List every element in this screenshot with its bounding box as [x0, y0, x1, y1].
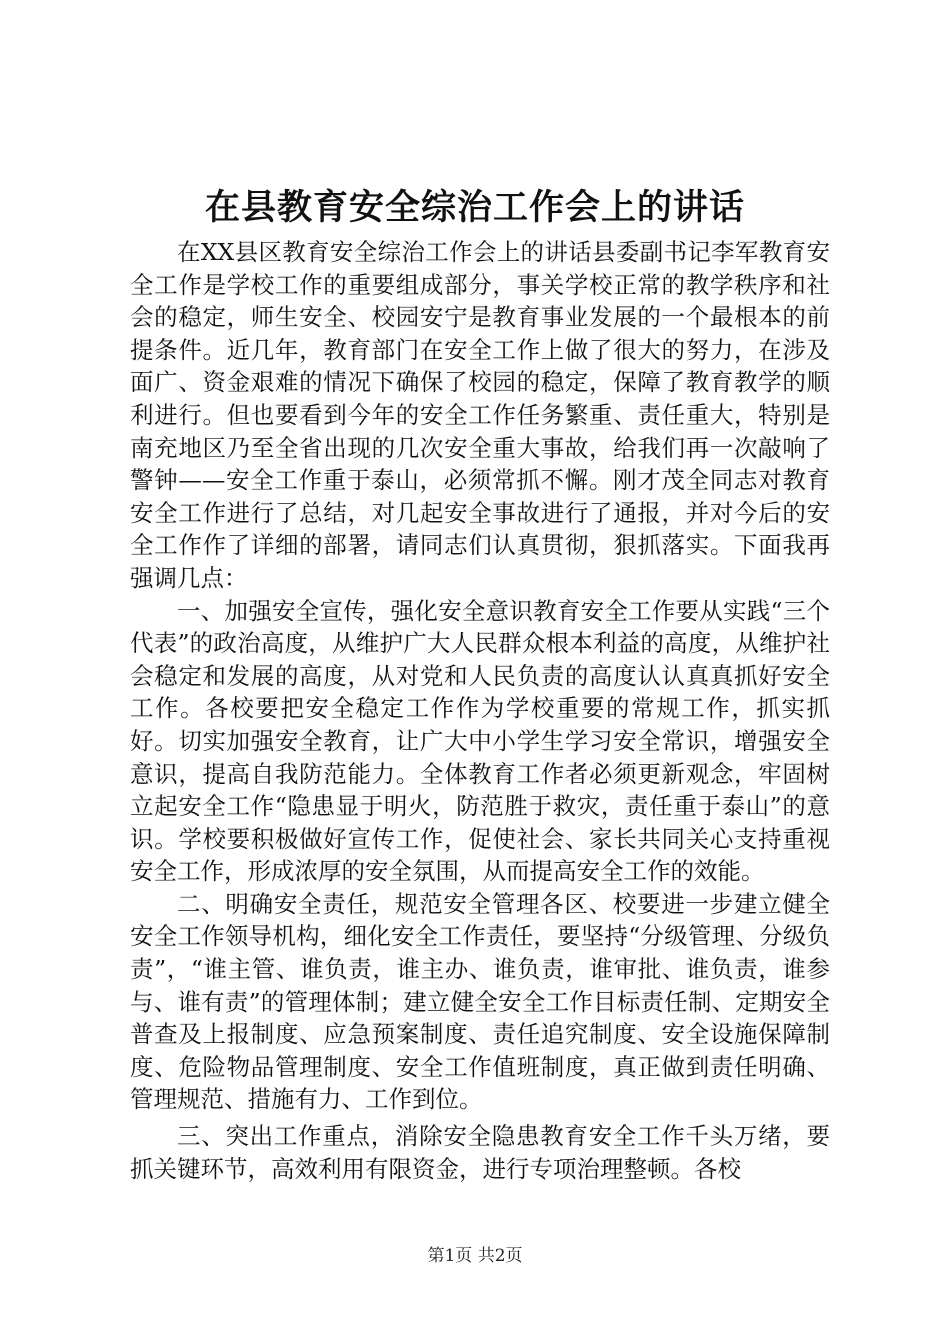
paragraph-section-3: 三、突出工作重点，消除安全隐患教育安全工作千头万绪，要抓关键环节，高效利用有限资金，进行专项治理整顿。各校 [130, 1122, 830, 1183]
document-title: 在县教育安全综治工作会上的讲话 [204, 187, 745, 228]
document-body [130, 236, 830, 1185]
page-number-footer: 第1页 共2页 [427, 1246, 523, 1266]
paragraph-section-1: 一、加强安全宣传，强化安全意识教育安全工作要从实践“三个代表”的政治高度，从维护广大人民群众根本利益的高度，从维护社会稳定和发展的高度，从对党和人民负责的高度认认真真抓好安全工作。各校要把安全稳定工作作为学校重要的常规工作，抓实抓好。切实加强安全教育，让广大中小学生学习安全常识，增强安全意识，提高自我防范能力。全体教育工作者必须更新观念，牢固树立起安全工作“隐患显于明火，防范胜于救灾，责任重于泰山”的意识。学校要积极做好宣传工作，促使社会、家长共同关心支持重视安全工作，形成浓厚的安全氛围，从而提高安全工作的效能。 [130, 596, 830, 886]
paragraph-intro: 在XX县区教育安全综治工作会上的讲话县委副书记李军教育安全工作是学校工作的重要组成部分，事关学校正常的教学秩序和社会的稳定，师生安全、校园安宁是教育事业发展的一个最根本的前提条件。近几年，教育部门在安全工作上做了很大的努力，在涉及面广、资金艰难的情况下确保了校园的稳定，保障了教育教学的顺利进行。但也要看到今年的安全工作任务繁重、责任重大，特别是南充地区乃至全省出现的几次安全重大事故，给我们再一次敲响了警钟——安全工作重于泰山，必须常抓不懈。刚才茂全同志对教育安全工作进行了总结，对几起安全事故进行了通报，并对今后的安全工作作了详细的部署，请同志们认真贯彻，狠抓落实。下面我再强调几点： [130, 238, 830, 592]
paragraph-section-2: 二、明确安全责任，规范安全管理各区、校要进一步建立健全安全工作领导机构，细化安全工作责任，要坚持“分级管理、分级负责”，“谁主管、谁负责，谁主办、谁负责，谁审批、谁负责，谁参与、谁有责”的管理体制；建立健全安全工作目标责任制、定期安全普查及上报制度、应急预案制度、责任追究制度、安全设施保障制度、危险物品管理制度、安全工作值班制度，真正做到责任明确、管理规范、措施有力、工作到位。 [130, 889, 830, 1114]
